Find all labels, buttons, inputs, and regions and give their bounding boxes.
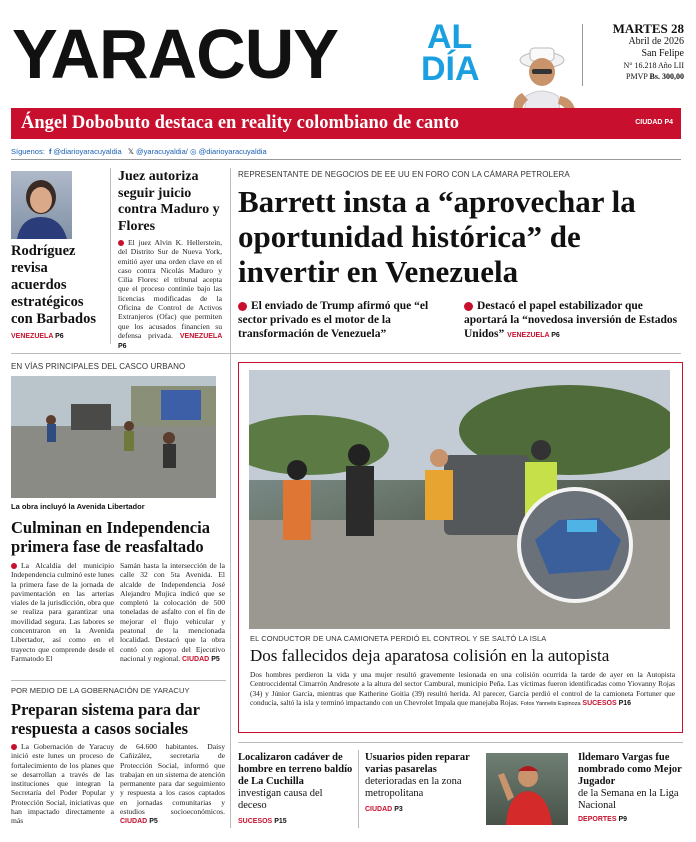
masthead-price: Bs. 300,00 (649, 72, 684, 81)
colision-section: SUCESOS (582, 699, 617, 707)
pasarelas-page: P3 (394, 806, 403, 813)
pasarelas-section: CIUDAD (365, 806, 393, 813)
juez-bullet (118, 240, 124, 246)
masthead-subtitle-top: AL (427, 18, 473, 56)
asfalto-bullet (11, 563, 17, 569)
banner-section: CIUDAD (635, 119, 663, 126)
lead-page: P6 (551, 332, 560, 339)
colision-page: P16 (618, 699, 632, 707)
facebook-icon: f (48, 147, 52, 156)
gobernacion-kicker: POR MEDIO DE LA GOBERNACIÓN DE YARACUY (11, 686, 190, 695)
colision-headline[interactable]: Dos fallecidos deja aparatosa colisión en la autopista (250, 646, 610, 665)
masthead-city: San Felipe (641, 48, 684, 59)
asfalto-photo (11, 376, 216, 498)
masthead-subtitle-bottom: DÍA (421, 50, 480, 88)
juez-headline[interactable]: Juez autoriza seguir juicio contra Maduro y Flores (118, 169, 220, 234)
x-icon: 𝕏 (127, 147, 134, 156)
asfalto-col1: La Alcaldía del municipio Independencia culminó este lunes la primera fase de la jornada de pavimentación en las arterias viales de la jurisdicción, obra que se realiza para garantizar una movilidad segura. Las labores se concentraron en la Avenida Libertador, así como en el trayecto que comprende desde el Farmatodo El (11, 561, 114, 663)
colision-body: Dos hombres perdieron la vida y una mujer resultó gravemente lesionada en una colisión ocurrida la tarde de ayer en la Autopista Centroccidental Cimarrón Andresote a la altura del sector Cambural, municipio Peña. Las víctimas fueron identificadas como Yiovanny Rojas (34) y Júnior García, mientras que Katherine Goitia (39) resultó herida. Al parecer, García perdió el control de la camioneta Fortuner que conducía, saltó la isla y terminó impactando con un Chevrolet Impala que manejaba Rojas. (250, 670, 675, 707)
asfalto-caption: La obra incluyó la Avenida Libertador (11, 502, 145, 511)
top-banner[interactable] (11, 108, 681, 139)
colision-credit: Fotos Yannelis Espinoza (520, 700, 581, 707)
vargas-photo (486, 753, 568, 825)
masthead-date: Abril de 2026 (628, 36, 684, 47)
lead-kicker: REPRESENTANTE DE NEGOCIOS DE EE UU EN FORO CON LA CÁMARA PETROLERA (238, 170, 570, 179)
rodriguez-photo (11, 171, 72, 239)
rodriguez-section: VENEZUELA (11, 333, 54, 340)
social-x[interactable]: @yaracuyaldia/ (136, 147, 188, 156)
lead-section: VENEZUELA (507, 332, 550, 339)
social-instagram[interactable]: @diarioyaracuyaldia (198, 147, 267, 156)
gobernacion-headline[interactable]: Preparan sistema para dar respuesta a casos sociales (11, 700, 200, 738)
asfalto-col2: Samán hasta la intersección de la calle 32 con 5ta Avenida. El alcalde de Independencia José Alejandro Mujica indicó que se completó la colocación de 500 toneladas de asfalto con el fin de mejorar el flujo vehicular y peatonal de la mencionada localidad. Destacó que la obra contó con apoyo del Ejecutivo nacional y regional. (120, 561, 225, 663)
masthead-day: MARTES 28 (612, 21, 684, 36)
cadaver-section: SUCESOS (238, 818, 273, 825)
vargas-headline[interactable]: Ildemaro Vargas fue nombrado como Mejor Jugador (578, 752, 682, 787)
juez-body: El juez Alvin K. Hellerstein, del Distrito Sur de Nueva York, emitió ayer una orden clave en el caso contra Nicolás Maduro y Cilia Flores: el tribunal acepta que el proceso continúe bajo las licencias modificadas de la Oficina de Control de Activos Extranjeros (Ofac) que permiten que los acusados financien su defensa privada. (118, 238, 222, 340)
lead-point1: El enviado de Trump afirmó que “el sector privado es el motor de la transformación de Venezuela” (238, 300, 429, 340)
social-bar (11, 147, 267, 156)
social-label: Síguenos: (11, 147, 45, 156)
asfalto-headline[interactable]: Culminan en Independencia primera fase de reasfaltado (11, 518, 210, 556)
rodriguez-headline[interactable]: Rodríguez revisa acuerdos estratégicos con Barbados (11, 243, 97, 327)
social-facebook[interactable]: @diarioyaracuyaldia (53, 147, 122, 156)
asfalto-section: CIUDAD (182, 655, 210, 663)
gobernacion-bullet (11, 744, 17, 750)
masthead-issue: N° 16.218 Año LII (623, 61, 684, 70)
masthead-price-label: PMVP (626, 72, 648, 81)
gobernacion-col2: de 64.600 habitantes. Daisy Cañizález, secretaria de Protección Social, informó que trabajan en un sistema de atención permanente para dar seguimiento y respuesta a los casos captados en jornadas comunitarias y estudios socioeconómicos. (120, 742, 225, 817)
rodriguez-page: P6 (55, 333, 64, 340)
asfalto-kicker: EN VÍAS PRINCIPALES DEL CASCO URBANO (11, 362, 186, 371)
pasarelas-sub: deterioradas en la zona metropolitana (365, 776, 462, 799)
cadaver-headline[interactable]: Localizaron cadáver de hombre en terreno baldío de La Cuchilla (238, 752, 353, 787)
lead-point2-bullet (464, 302, 473, 311)
lead-point1-bullet (238, 302, 247, 311)
instagram-icon: ◎ (189, 147, 197, 156)
vargas-sub: de la Semana en la Liga Nacional (578, 788, 679, 811)
gobernacion-col1: La Gobernación de Yaracuy inició este lunes un proceso de fortalecimiento de los planes que se desarrollan a través de las instituciones que integran la Secretaría del Poder Popular y Protección Social, iniciativas que han impactado directamente a más (11, 742, 114, 826)
pasarelas-headline[interactable]: Usuarios piden reparar varias pasarelas (365, 752, 470, 775)
cadaver-sub: investigan causa del deceso (238, 788, 323, 811)
lead-headline[interactable]: Barrett insta a “aprovechar la oportunidad histórica” de invertir en Venezuela (238, 184, 636, 289)
gobernacion-page: P5 (149, 818, 158, 826)
cadaver-page: P15 (274, 818, 287, 825)
colision-photo (249, 370, 670, 629)
juez-page: P6 (118, 343, 127, 351)
masthead-title: YARACUY (12, 15, 339, 93)
vargas-section: DEPORTES (578, 816, 617, 823)
vargas-page: P9 (618, 816, 628, 823)
lead-point2: Destacó el papel estabilizador que aportará la “novedosa inversión de Estados Unidos” (464, 300, 678, 340)
banner-headline: Ángel Dobobuto destaca en reality colombiano de canto (21, 113, 460, 133)
colision-kicker: EL CONDUCTOR DE UNA CAMIONETA PERDIÓ EL CONTROL Y SE SALTÓ LA ISLA (250, 634, 547, 643)
banner-page: P4 (664, 119, 673, 126)
juez-section: VENEZUELA (179, 332, 222, 340)
asfalto-page: P5 (211, 655, 220, 663)
gobernacion-section: CIUDAD (120, 818, 148, 826)
